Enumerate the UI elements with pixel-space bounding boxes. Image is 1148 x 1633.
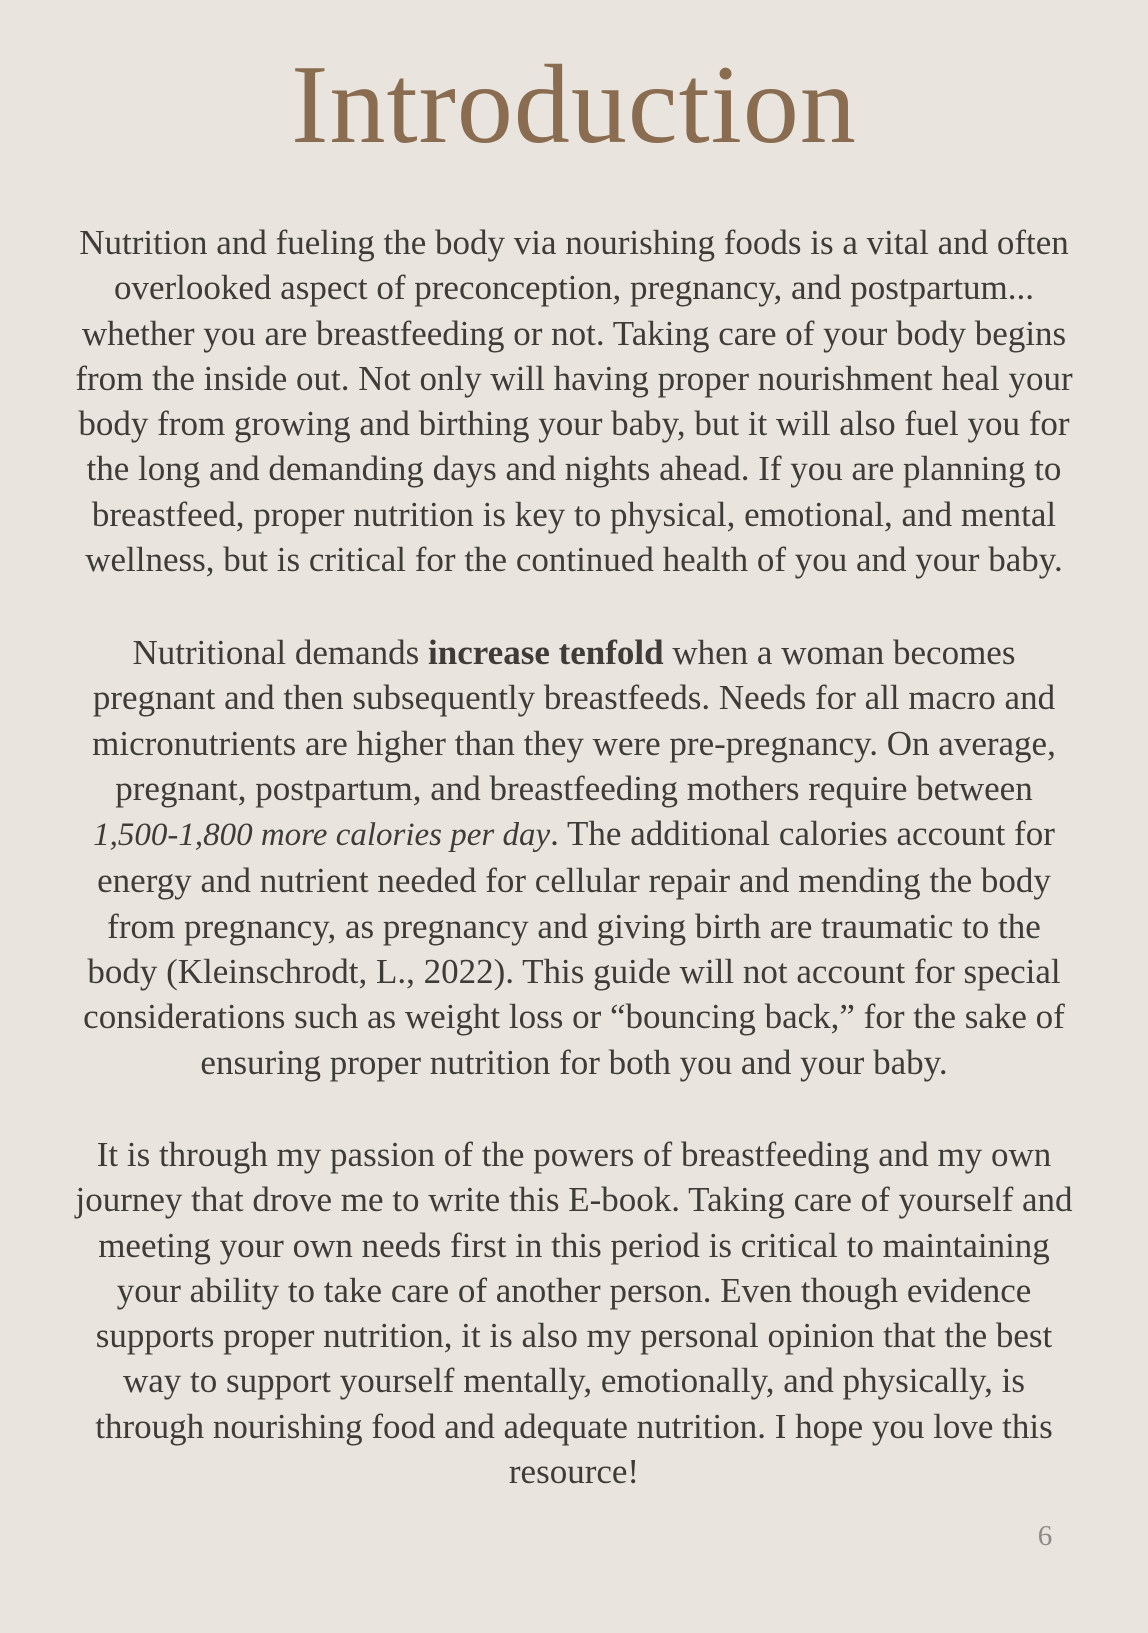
paragraph-1 — [48, 220, 1100, 582]
paragraph-2-line-10: ensuring proper nutrition for both you and your baby. — [200, 1042, 948, 1082]
paragraph-3-line-4: your ability to take care of another person. Even though evidence — [116, 1270, 1032, 1310]
paragraph-3 — [48, 1132, 1100, 1494]
paragraph-3-line-2: journey that drove me to write this E-book. Taking care of yourself and — [75, 1180, 1073, 1220]
paragraph-1-line-2: overlooked aspect of preconception, pregnancy, and postpartum... — [113, 268, 1035, 308]
paragraph-2-line-6: energy and nutrient needed for cellular repair and mending the body — [97, 861, 1051, 901]
paragraph-2-line-5 — [48, 811, 1100, 858]
paragraph-2-line-8: body (Kleinschrodt, L., 2022). This guide will not account for special — [87, 952, 1061, 992]
paragraph-3-line-5: supports proper nutrition, it is also my personal opinion that the best — [95, 1316, 1053, 1356]
paragraph-2-line-3: micronutrients are higher than they were pre-pregnancy. On average, — [92, 723, 1056, 763]
paragraph-2-line-1 — [48, 630, 1100, 675]
paragraph-3-line-8: resource! — [508, 1452, 640, 1492]
paragraph-2-line-5-suffix: . The additional calories account for — [550, 814, 1055, 854]
paragraph-1-line-4: from the inside out. Not only will having proper nourishment heal your — [75, 358, 1073, 398]
paragraph-3-line-3: meeting your own needs first in this period is critical to maintaining — [98, 1225, 1050, 1265]
paragraph-2-line-9: considerations such as weight loss or “bouncing back,” for the sake of — [83, 997, 1065, 1037]
paragraph-3-line-7: through nourishing food and adequate nutrition. I hope you love this — [95, 1406, 1053, 1446]
paragraph-1-line-6: the long and demanding days and nights ahead. If you are planning to — [86, 449, 1062, 489]
paragraph-1-line-8: wellness, but is critical for the continued health of you and your baby. — [85, 540, 1063, 580]
paragraph-2-line-2: pregnant and then subsequently breastfeeds. Needs for all macro and — [92, 678, 1056, 718]
page-title: Introduction — [291, 43, 857, 167]
paragraph-1-line-7: breastfeed, proper nutrition is key to physical, emotional, and mental — [91, 494, 1057, 534]
paragraph-1-line-1: Nutrition and fueling the body via nourishing foods is a vital and often — [79, 223, 1069, 262]
paragraph-2-line-7: from pregnancy, as pregnancy and giving birth are traumatic to the — [107, 906, 1041, 946]
paragraph-3-line-1: It is through my passion of the powers of breastfeeding and my own — [96, 1135, 1052, 1174]
calories-per-day-emphasis: 1,500-1,800 more calories per day — [93, 817, 551, 854]
paragraph-2 — [48, 630, 1100, 1085]
paragraph-1-line-3: whether you are breastfeeding or not. Taking care of your body begins — [81, 313, 1067, 353]
paragraph-2-line-1-prefix: Nutritional demands — [132, 633, 429, 672]
paragraph-2-line-4: pregnant, postpartum, and breastfeeding mothers require between — [115, 768, 1033, 808]
increase-tenfold-emphasis: increase tenfold — [428, 633, 664, 672]
paragraph-3-line-6: way to support yourself mentally, emotionally, and physically, is — [122, 1361, 1026, 1401]
page-number: 6 — [1037, 1520, 1053, 1552]
paragraph-2-line-1-suffix: when a woman becomes — [663, 633, 1016, 672]
paragraph-1-line-5: body from growing and birthing your baby, but it will also fuel you for — [78, 404, 1070, 444]
